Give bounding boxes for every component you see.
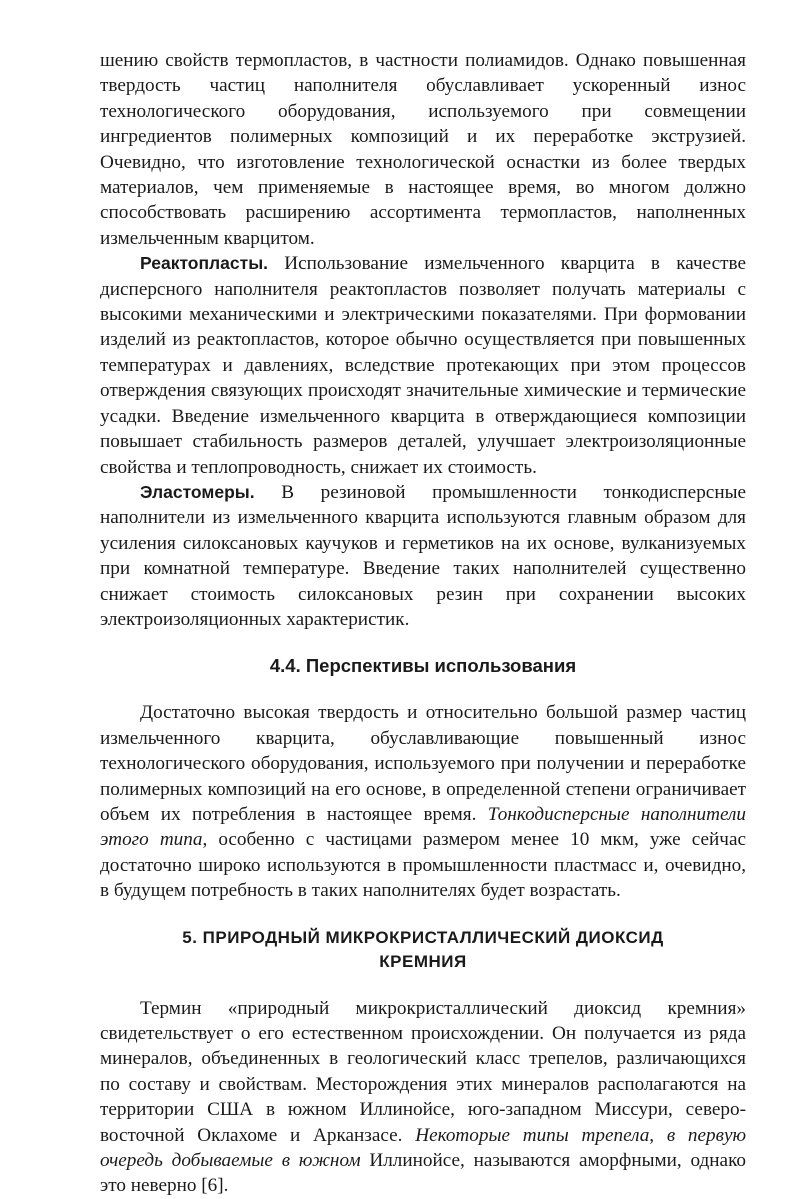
spacer [100, 678, 746, 700]
paragraph-reactoplasts [100, 251, 746, 480]
spacer [100, 632, 746, 654]
reactoplasts-text: Использование измельченного кварцита в качестве дисперсного наполнителя реактопластов позволяет получать материалы с высокими механическими и электрическими показателями. При формовании изделий из реактопластов, которое обычно осуществляется при повышенных температурах и давлениях, вследствие протекающих при этом процессов отверждения связующих происходят значительные химические и термические усадки. Введение измельченного кварцита в отверждающиеся композиции повышает стабильность размеров деталей, улучшает электроизоляционные свойства и теплопроводность, снижает их стоимость. [100, 253, 746, 478]
paragraph-thermoplastics-continued: шению свойств термопластов, в частности полиамидов. Однако повышенная твердость частиц наполнителя обуславливает ускоренный износ технологического оборудования, используемого при совмещении ингредиентов полимерных композиций и их переработке экструзией. Очевидно, что изготовление технологической оснастки из более твердых материалов, чем применяемые в настоящее время, во многом должно способствовать расширению ассортимента термопластов, наполненных измельченным кварцитом. [100, 50, 746, 249]
paragraph-prospects [100, 700, 746, 903]
book-page [100, 48, 746, 1199]
chapter-heading-line1: 5. ПРИРОДНЫЙ МИКРОКРИСТАЛЛИЧЕСКИЙ ДИОКСИД [182, 927, 664, 947]
prospects-text-b: , особенно с частицами размером менее 10 мкм, уже сейчас достаточно широко используются в промышленности пластмасс и, очевидно, в будущем потребность в таких наполнителях будет возрастать. [100, 829, 746, 902]
natural-silica-text-emphasis: Некоторые типы трепела, в первую очередь добываемые в южном [100, 1124, 746, 1172]
prospects-text-emphasis: Тонкодисперсные наполнители этого типа [100, 803, 746, 851]
chapter-heading-line2: КРЕМНИЯ [379, 951, 467, 971]
section-heading-4-4: 4.4. Перспективы использования [269, 655, 577, 677]
chapter-heading-5 [100, 926, 746, 974]
paragraph-elastomers [100, 480, 746, 632]
natural-silica-text-b: Иллинойсе, называются аморфными, однако это неверно [6]. [100, 1150, 747, 1197]
spacer [100, 904, 746, 926]
paragraph-natural-silica [100, 996, 746, 1199]
reactoplasts-lead: Реактопласты. [140, 253, 269, 274]
prospects-text-a: Достаточно высокая твердость и относительно большой размер частиц измельченного кварцита, обуславливающие повышенный износ технологического оборудования, используемого при получении и переработке полимерных композиций на его основе, в определенной степени ограничивает объем их потребления в настоящее время. [100, 702, 746, 825]
natural-silica-text-a: Термин «природный микрокристаллический диоксид кремния» свидетельствует о его естественном происхождении. Он получается из ряда минералов, объединенных в геологический класс трепелов, различающихся по составу и свойствам. Месторождения этих минералов располагаются на территории США в южном Иллинойсе, юго-западном Миссури, северо-восточной Оклахоме и Арканзасе. [100, 997, 746, 1146]
elastomers-text: В резиновой промышленности тонкодисперсные наполнители из измельченного кварцита используются главным образом для усиления силоксановых каучуков и герметиков на их основе, вулканизуемых при комнатной температуре. Введение таких наполнителей существенно снижает стоимость силоксановых резин при сохранении высоких электроизоляционных характеристик. [100, 481, 746, 630]
spacer [100, 974, 746, 996]
elastomers-lead: Эластомеры. [140, 481, 255, 502]
